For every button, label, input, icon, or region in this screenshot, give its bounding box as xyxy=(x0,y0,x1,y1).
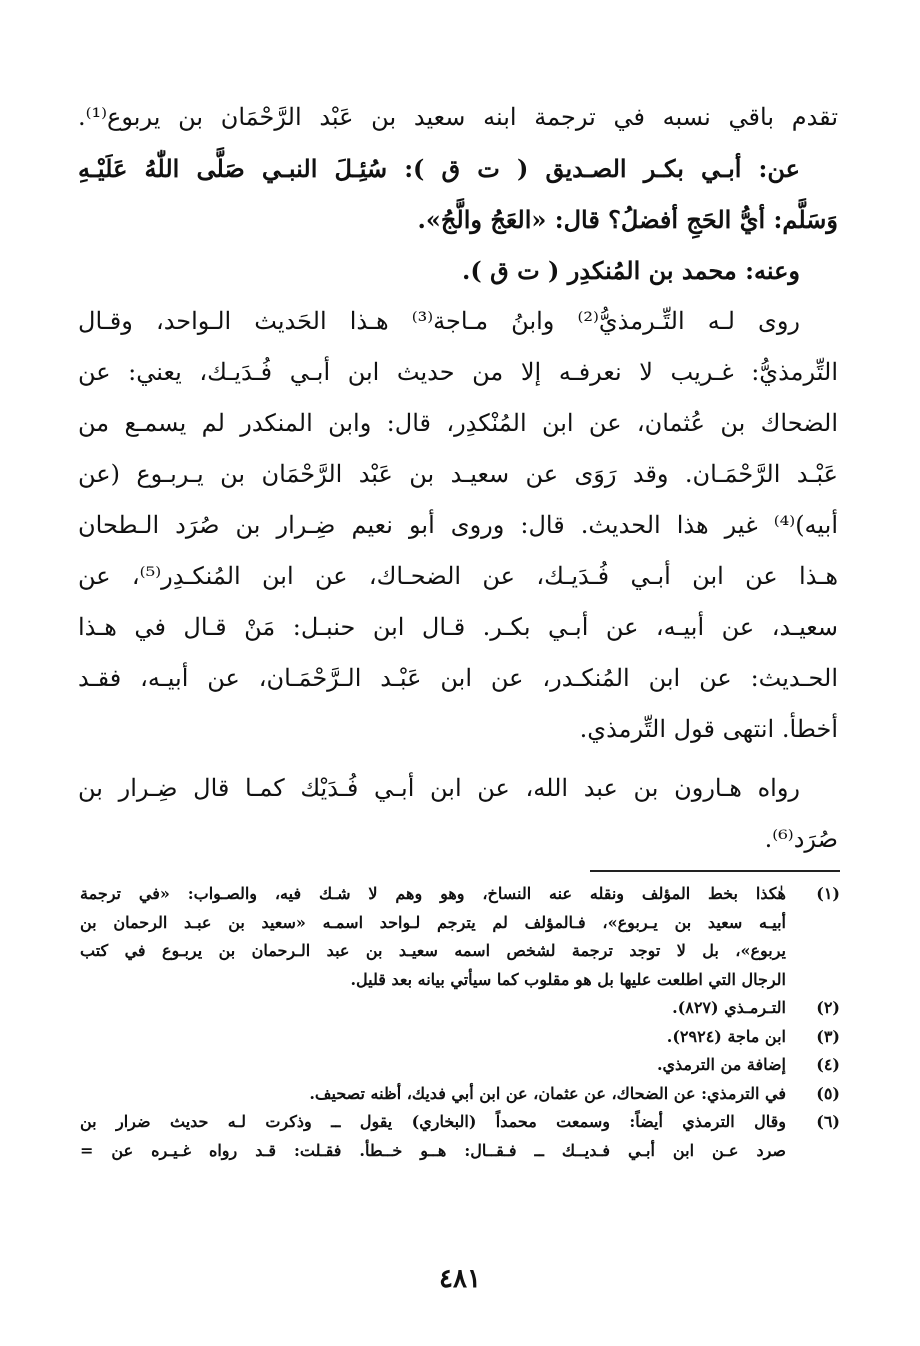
footnote-text: التـرمـذي (٨٢٧). xyxy=(672,998,786,1017)
footnote-line xyxy=(80,994,840,1023)
text-line: التِّرمذيُّ: غـريب لا نعرفـه إلا من حديث ابن أبـي فُـدَيـك، يعني: عن xyxy=(78,358,838,386)
footnote-line xyxy=(80,1108,840,1137)
text-line: هـذا عن ابن أبـي فُـدَيـك، عن الضحـاك، عن ابن المُنكـدِر⁽⁵⁾، عن xyxy=(78,562,839,590)
footnote-number: (٣) xyxy=(816,1026,840,1046)
footnote-line: صرد عـن ابن أبـي فـديــك ــ فـقــال: هــو خــطأ. فقـلت: قـد رواه غـيـره عن = xyxy=(80,1140,786,1160)
footnotes-block xyxy=(80,880,840,1165)
footnote-number: (٦) xyxy=(816,1112,840,1131)
footnote-text: وقال الترمذي أيضاً: وسمعت محمداً (البخاري) يقول ــ وذكرت لـه حديث ضرار بن xyxy=(80,1112,786,1131)
footnote-line: يربوع»، بل لا توجد ترجمة لشخص اسمه سعيـد بن عبد الـرحمان بن يربـوع في كتب xyxy=(80,941,786,960)
footnote-number: (٥) xyxy=(816,1083,840,1103)
text-line: أخطأ. انتهى قول التِّرمذي. xyxy=(579,715,838,743)
text-line: روى لـه التِّـرمذيُّ⁽²⁾ وابنُ مـاجة⁽³⁾ هـذا الحَديث الـواحد، وقـال xyxy=(78,307,800,335)
footnote-text: إضافة من الترمذي. xyxy=(656,1055,786,1074)
text-line: صُرَد⁽⁶⁾. xyxy=(764,825,838,853)
footnote-number: (١) xyxy=(816,884,840,903)
footnote-text: هٰكذا بخط المؤلف ونقله عنه النساخ، وهو وهم لا شـك فيه، والصـواب: «في ترجمة xyxy=(80,884,786,903)
footnote-text: ابن ماجة (٢٩٢٤). xyxy=(666,1026,786,1046)
text-line: أبيه)⁽⁴⁾ غير هذا الحديث. قال: وروى أبو نعيم ضِـرار بن صُرَد الـطحان xyxy=(78,511,839,539)
text-line: عَبْـد الرَّحْمَـان. وقد رَوَى عن سعيـد بن عَبْد الرَّحْمَان بن يـربـوع (عن xyxy=(78,460,838,488)
footnote-line: أبيـه سعيد بن يـربوع»، فـالمؤلف لم يترجم لـواحد اسمـه «سعيد بن عبـد الرحمان بن xyxy=(80,912,786,932)
text-line: رواه هـارون بن عبد الله، عن ابن أبـي فُـدَيْك كمـا قال ضِـرار بن xyxy=(78,774,800,802)
footnote-line xyxy=(80,880,840,909)
text-line: تقدم باقي نسبه في ترجمة ابنه سعيد بن عَبْد الرَّحْمَان بن يربوع⁽¹⁾. xyxy=(78,103,838,131)
text-line: الضحاك بن عُثمان، عن ابن المُنْكدِر، قال: وابن المنكدر لم يسمـع من xyxy=(78,409,838,437)
footnote-divider xyxy=(590,870,840,872)
text-line: سعيـد، عن أبيـه، عن أبـي بكـر. قـال ابن حنبـل: مَنْ قـال في هـذا xyxy=(78,613,838,641)
text-line: عن: أبـي بكـر الصـديق ( ت ق ): سُئِـلَ النبـي صَلَّى اللّٰهُ عَلَيْـهِ xyxy=(78,154,800,183)
paragraph-gap xyxy=(78,755,838,763)
footnote-text: في الترمذي: عن الضحاك، عن عثمان، عن ابن أبي فديك، أظنه تصحيف. xyxy=(309,1083,786,1103)
footnote-line xyxy=(80,1023,840,1052)
footnote-line: الرجال التي اطلعت عليها بل هو مقلوب كما سيأتي بيانه بعد قليل. xyxy=(350,969,786,989)
footnote-number: (٤) xyxy=(816,1055,840,1074)
footnote-line xyxy=(80,1051,840,1080)
text-line: وَسَلَّم: أيُّ الحَجِ أفضلُ؟ قال: «العَجُ والَّجُ». xyxy=(417,205,838,234)
text-line: الحـديث: عن ابن المُنكـدر، عن ابن عَبْـد الـرَّحْمَـان، عن أبيـه، فقـد xyxy=(78,664,838,692)
footnote-number: (٢) xyxy=(816,998,840,1017)
footnote-line xyxy=(80,1080,840,1109)
text-line: وعنه: محمد بن المُنكدِر ( ت ق ). xyxy=(462,256,800,285)
main-text-block xyxy=(78,92,838,865)
page-number: ٤٨١ xyxy=(439,1264,481,1294)
